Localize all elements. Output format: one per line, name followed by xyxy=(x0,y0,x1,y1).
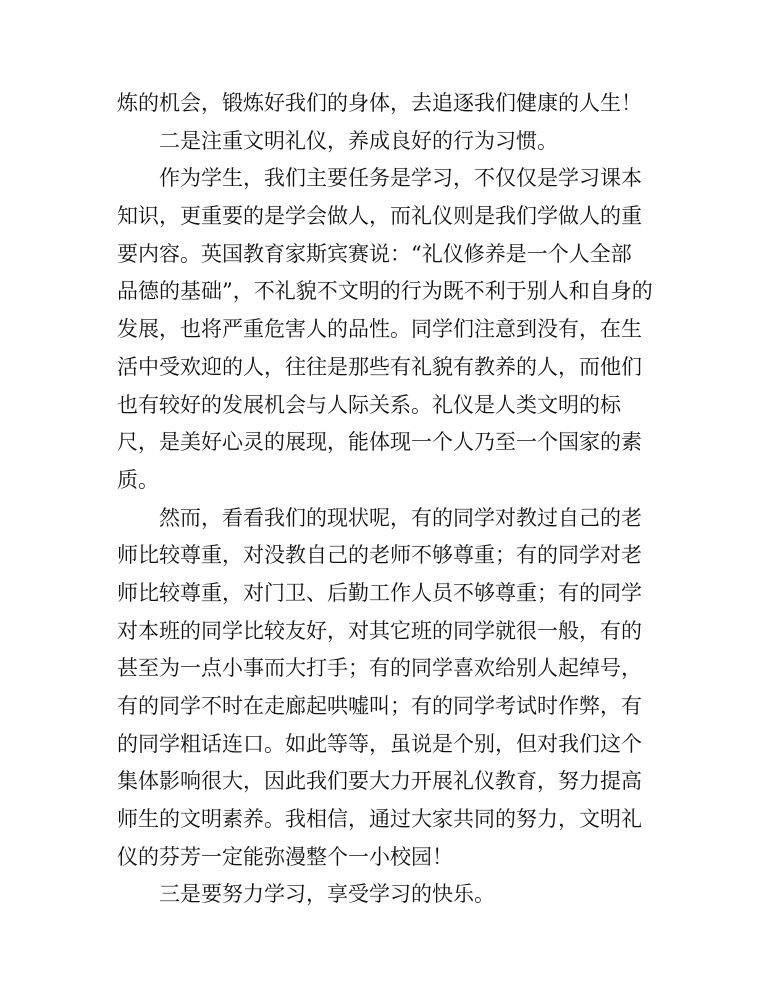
text-line: 师生的文明素养。我相信，通过大家共同的努力，文明礼 xyxy=(117,807,642,832)
text-line: 然而，看看我们的现状呢，有的同学对教过自己的老 xyxy=(159,505,642,530)
text-line: 的同学粗话连口。如此等等，虽说是个别，但对我们这个 xyxy=(117,731,642,756)
text-line: 尺，是美好心灵的展现，能体现一个人乃至一个国家的素 xyxy=(117,430,642,455)
text-line: 作为学生，我们主要任务是学习，不仅仅是学习课本 xyxy=(159,166,642,191)
text-line: 仪的芬芳一定能弥漫整个一小校园！ xyxy=(117,844,453,869)
text-line: 也有较好的发展机会与人际关系。礼仪是人类文明的标 xyxy=(117,392,621,417)
text-line: 师比较尊重，对没教自己的老师不够尊重；有的同学对老 xyxy=(117,543,642,568)
text-line: 要内容。英国教育家斯宾赛说：“礼仪修养是一个人全部 xyxy=(117,241,632,266)
text-line: 知识，更重要的是学会做人，而礼仪则是我们学做人的重 xyxy=(117,204,642,229)
text-line: 有的同学不时在走廊起哄嘘叫；有的同学考试时作弊，有 xyxy=(117,694,642,718)
text-line: 对本班的同学比较友好，对其它班的同学就很一般，有的 xyxy=(117,618,642,643)
text-line: 三是要努力学习，享受学习的快乐。 xyxy=(159,882,495,907)
text-line: 师比较尊重，对门卫、后勤工作人员不够尊重；有的同学 xyxy=(117,580,642,605)
text-line: 发展，也将严重危害人的品性。同学们注意到没有，在生 xyxy=(117,317,642,342)
text-line: 二是注重文明礼仪，养成良好的行为习惯。 xyxy=(159,128,558,153)
text-line: 质。 xyxy=(117,467,159,492)
text-line: 集体影响很大，因此我们要大力开展礼仪教育，努力提高 xyxy=(117,769,642,794)
text-line: 品德的基础”，不礼貌不文明的行为既不利于别人和自身的 xyxy=(117,279,653,304)
document-body xyxy=(117,85,657,914)
text-line: 炼的机会，锻炼好我们的身体，去追逐我们健康的人生！ xyxy=(117,91,642,115)
text-line: 甚至为一点小事而大打手；有的同学喜欢给别人起绰号， xyxy=(117,656,642,681)
text-line: 活中受欢迎的人，往往是那些有礼貌有教养的人，而他们 xyxy=(117,354,642,379)
